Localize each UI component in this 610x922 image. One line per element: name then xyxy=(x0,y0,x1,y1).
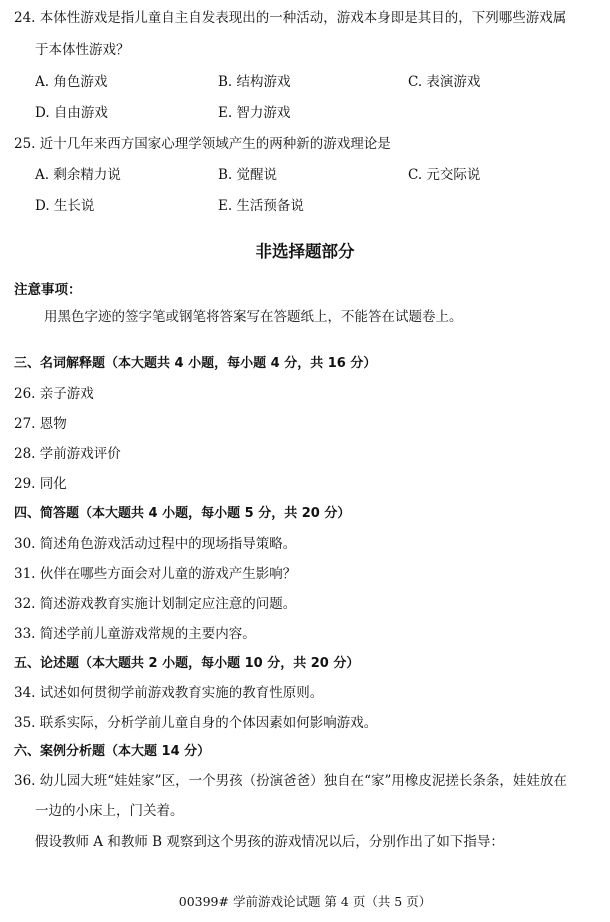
option-24-e: E. 智力游戏 xyxy=(218,105,291,121)
option-24-b: B. 结构游戏 xyxy=(218,74,291,90)
question-29: 29. 同化 xyxy=(14,476,67,492)
question-28: 28. 学前游戏评价 xyxy=(14,446,121,462)
question-25-stem: 25. 近十几年来西方国家心理学领域产生的两种新的游戏理论是 xyxy=(14,136,391,152)
notice-text: 用黑色字迹的签字笔或钢笔将答案写在答题纸上，不能答在试题卷上。 xyxy=(44,309,463,325)
notice-heading: 注意事项： xyxy=(14,282,82,298)
part-title: 非选择题部分 xyxy=(255,242,355,261)
question-33: 33. 简述学前儿童游戏常规的主要内容。 xyxy=(14,626,256,642)
question-36-line1: 36. 幼儿园大班“娃娃家”区，一个男孩（扮演爸爸）独自在“家”用橡皮泥搓长条条，娃娃放在 xyxy=(14,773,567,789)
section-4-heading: 四、简答题（本大题共 4 小题，每小题 5 分，共 20 分） xyxy=(14,506,351,521)
question-35: 35. 联系实际，分析学前儿童自身的个体因素如何影响游戏。 xyxy=(14,715,378,731)
question-34: 34. 试述如何贯彻学前游戏教育实施的教育性原则。 xyxy=(14,685,324,701)
option-25-c: C. 元交际说 xyxy=(408,167,481,183)
option-24-d: D. 自由游戏 xyxy=(35,105,108,121)
question-24-stem: 24. 本体性游戏是指儿童自主自发表现出的一种活动，游戏本身即是其目的，下列哪些游戏属 xyxy=(14,10,567,26)
section-6-heading: 六、案例分析题（本大题 14 分） xyxy=(14,744,211,759)
question-32: 32. 简述游戏教育实施计划制定应注意的问题。 xyxy=(14,596,297,612)
section-5-heading: 五、论述题（本大题共 2 小题，每小题 10 分，共 20 分） xyxy=(14,656,360,671)
question-24-stem-cont: 于本体性游戏？ xyxy=(35,42,130,58)
question-36-line2: 一边的小床上，门关着。 xyxy=(35,803,184,819)
option-25-b: B. 觉醒说 xyxy=(218,167,278,183)
option-24-a: A. 角色游戏 xyxy=(35,74,108,90)
option-25-e: E. 生活预备说 xyxy=(218,198,304,214)
option-25-a: A. 剩余精力说 xyxy=(35,167,121,183)
page-footer: 00399# 学前游戏论试题 第 4 页（共 5 页） xyxy=(178,894,432,909)
question-26: 26. 亲子游戏 xyxy=(14,386,94,402)
question-36-line3: 假设教师 A 和教师 B 观察到这个男孩的游戏情况以后，分别作出了如下指导： xyxy=(35,834,504,850)
option-25-d: D. 生长说 xyxy=(35,198,95,214)
question-30: 30. 简述角色游戏活动过程中的现场指导策略。 xyxy=(14,536,297,552)
option-24-c: C. 表演游戏 xyxy=(408,74,481,90)
section-3-heading: 三、名词解释题（本大题共 4 小题，每小题 4 分，共 16 分） xyxy=(14,356,377,371)
question-27: 27. 恩物 xyxy=(14,416,67,432)
question-31: 31. 伙伴在哪些方面会对儿童的游戏产生影响？ xyxy=(14,566,297,582)
